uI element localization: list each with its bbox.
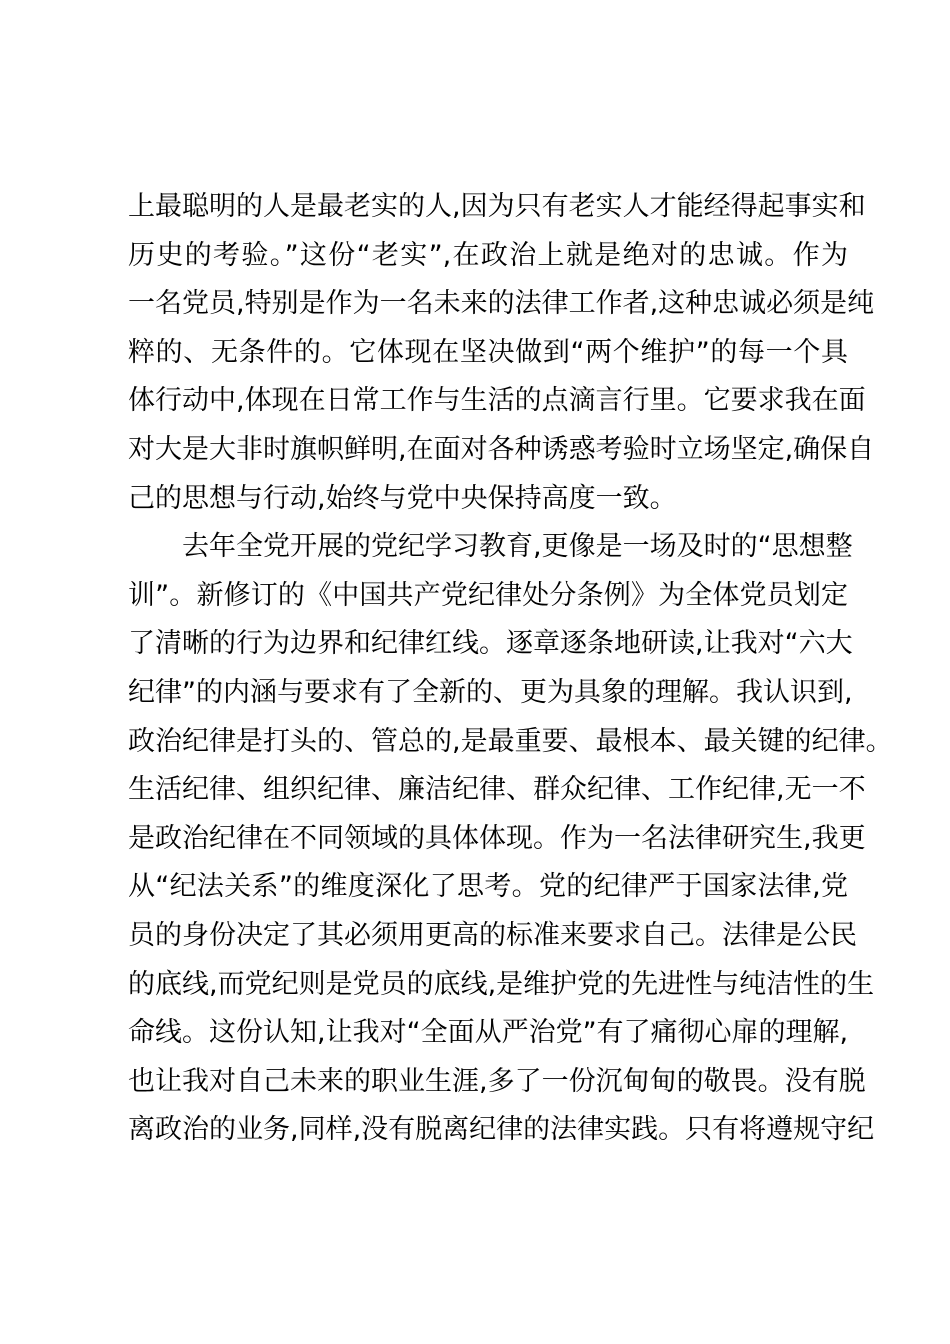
text-line: 上最聪明的人是最老实的人,因为只有老实人才能经得起事实和: [128, 191, 866, 222]
text-line: 员的身份决定了其必须用更高的标准来要求自己。法律是公民: [128, 919, 857, 951]
text-line: 了清晰的行为边界和纪律红线。逐章逐条地研读,让我对“六大: [128, 628, 853, 660]
text-line: 离政治的业务,同样,没有脱离纪律的法律实践。只有将遵规守纪: [128, 1114, 875, 1146]
text-line: 历史的考验。”这份“老实”,在政治上就是绝对的忠诚。作为: [128, 239, 848, 271]
text-line: 纪律”的内涵与要求有了全新的、更为具象的理解。我认识到,: [128, 676, 853, 708]
text-line: 一名党员,特别是作为一名未来的法律工作者,这种忠诚必须是纯: [128, 288, 875, 320]
text-line: 训”。新修订的《中国共产党纪律处分条例》为全体党员划定: [128, 579, 848, 611]
text-line: 的底线,而党纪则是党员的底线,是维护党的先进性与纯洁性的生: [128, 968, 875, 1000]
text-line: 粹的、无条件的。它体现在坚决做到“两个维护”的每一个具: [128, 336, 848, 368]
text-line: 政治纪律是打头的、管总的,是最重要、最根本、最关键的纪律。: [128, 725, 893, 757]
text-line: 去年全党开展的党纪学习教育,更像是一场及时的“思想整: [182, 531, 853, 563]
text-line: 己的思想与行动,始终与党中央保持高度一致。: [128, 482, 677, 514]
text-line: 也让我对自己未来的职业生涯,多了一份沉甸甸的敬畏。没有脱: [128, 1065, 866, 1097]
text-line: 对大是大非时旗帜鲜明,在面对各种诱惑考验时立场坚定,确保自: [128, 433, 875, 465]
text-line: 命线。这份认知,让我对“全面从严治党”有了痛彻心扉的理解,: [128, 1017, 849, 1049]
text-line: 是政治纪律在不同领域的具体体现。作为一名法律研究生,我更: [128, 822, 866, 854]
text-line: 生活纪律、组织纪律、廉洁纪律、群众纪律、工作纪律,无一不: [128, 774, 866, 806]
paragraph-2: [128, 523, 893, 1155]
document-body: [128, 183, 893, 1155]
paragraph-1: [128, 183, 875, 523]
text-line: 从“纪法关系”的维度深化了思考。党的纪律严于国家法律,党: [128, 871, 848, 903]
text-line: 体行动中,体现在日常工作与生活的点滴言行里。它要求我在面: [128, 385, 866, 417]
